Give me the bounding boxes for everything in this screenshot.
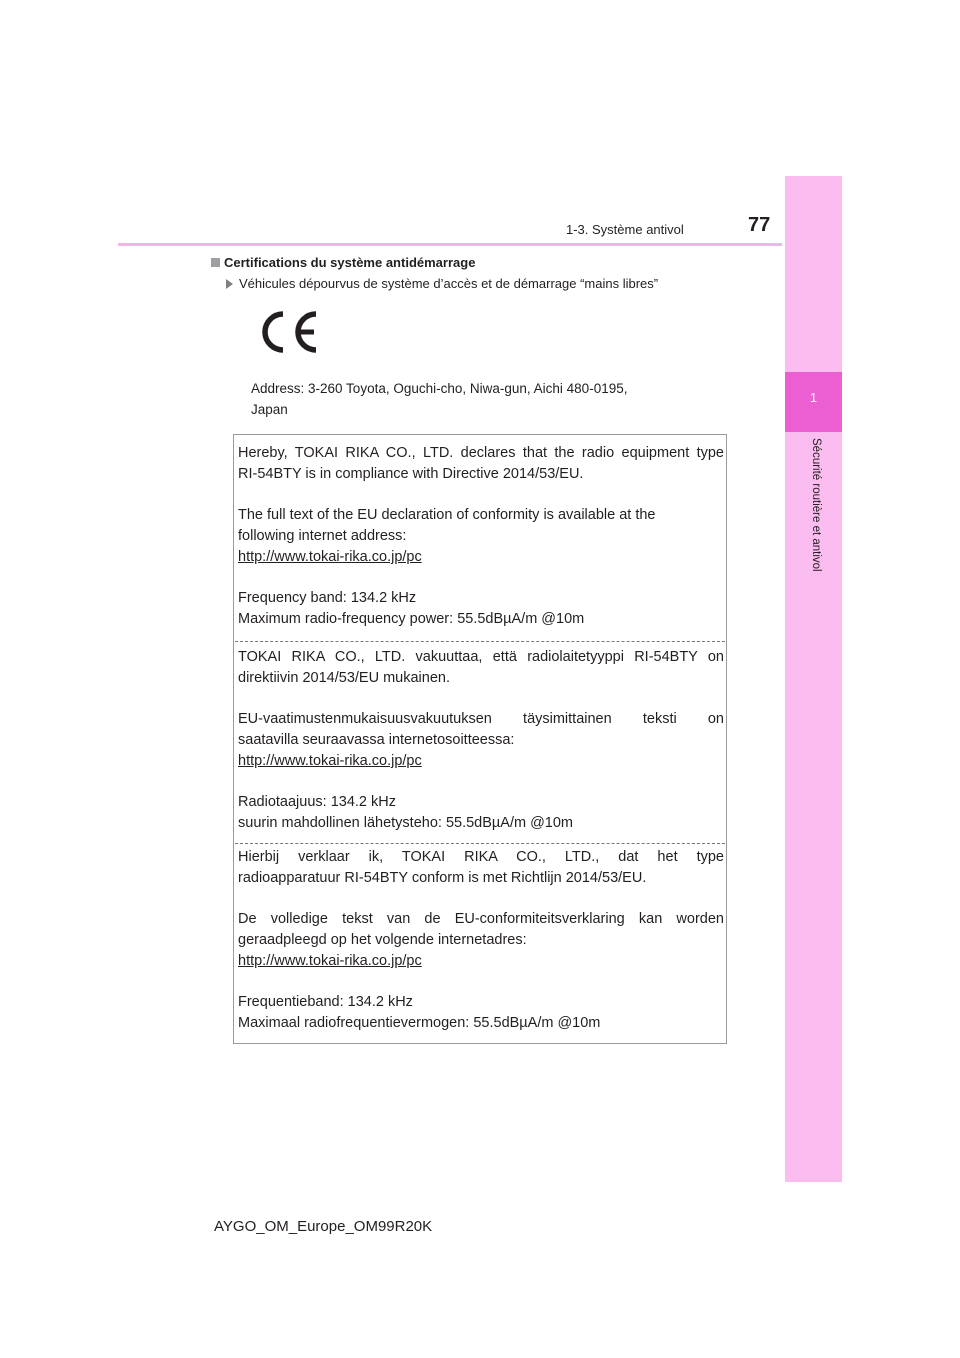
declaration-text: following internet address: — [238, 528, 407, 544]
max-power: Maximum radio-frequency power: 55.5dBµA/m @10m — [238, 611, 585, 627]
declaration-link[interactable]: http://www.tokai-rika.co.jp/pc — [238, 953, 422, 969]
section-heading — [211, 255, 475, 270]
manufacturer-address — [251, 378, 711, 420]
frequency-band: Frequentieband: 134.2 kHz — [238, 994, 413, 1010]
certification-box — [233, 434, 727, 1044]
header-rule — [118, 243, 782, 246]
side-tab-chapter-label: Sécurité routière et antivol — [810, 438, 822, 572]
subheading-text: Véhicules dépourvus de système d’accès et de démarrage “mains libres” — [239, 276, 659, 291]
declaration-text: Hierbij verklaar ik, TOKAI RIKA CO., LTD., dat het type — [238, 849, 724, 865]
declaration-text: De volledige tekst van de EU-conformiteitsverklaring kan worden — [238, 911, 724, 927]
document-code: AYGO_OM_Europe_OM99R20K — [214, 1218, 433, 1235]
declaration-link[interactable]: http://www.tokai-rika.co.jp/pc — [238, 549, 422, 565]
declaration-link[interactable]: http://www.tokai-rika.co.jp/pc — [238, 753, 422, 769]
max-power: suurin mahdollinen lähetysteho: 55.5dBµA/m @10m — [238, 815, 574, 831]
max-power: Maximaal radiofrequentievermogen: 55.5dBµA/m @10m — [238, 1015, 601, 1031]
section-title: 1-3. Système antivol — [566, 222, 684, 237]
declaration-english — [238, 443, 724, 630]
declaration-finnish — [238, 647, 724, 834]
triangle-bullet-icon — [226, 279, 233, 289]
declaration-text: Hereby, TOKAI RIKA CO., LTD. declares that the radio equipment type — [238, 445, 724, 461]
declaration-text: RI-54BTY is in compliance with Directive 2014/53/EU. — [238, 466, 584, 482]
section-heading-text: Certifications du système antidémarrage — [224, 255, 476, 270]
address-line: Address: 3-260 Toyota, Oguchi-cho, Niwa-gun, Aichi 480-0195, — [251, 381, 628, 396]
declaration-text: geraadpleegd op het volgende internetadres: — [238, 932, 527, 948]
declaration-text: The full text of the EU declaration of conformity is available at the — [238, 507, 656, 523]
page-number: 77 — [748, 214, 771, 236]
dashed-divider — [235, 843, 725, 844]
square-bullet-icon — [211, 258, 220, 267]
frequency-band: Radiotaajuus: 134.2 kHz — [238, 794, 396, 810]
declaration-dutch — [238, 847, 724, 1034]
declaration-text: direktiivin 2014/53/EU mukainen. — [238, 670, 450, 686]
subheading — [226, 276, 658, 291]
frequency-band: Frequency band: 134.2 kHz — [238, 590, 417, 606]
declaration-text: radioapparatuur RI-54BTY conform is met Richtlijn 2014/53/EU. — [238, 870, 647, 886]
declaration-text: TOKAI RIKA CO., LTD. vakuuttaa, että radiolaitetyyppi RI-54BTY on — [238, 649, 724, 665]
declaration-text: saatavilla seuraavassa internetosoitteessa: — [238, 732, 515, 748]
side-tab-chapter-number: 1 — [785, 372, 842, 432]
declaration-text: EU-vaatimustenmukaisuusvakuutuksen täysimittainen teksti on — [238, 711, 724, 727]
dashed-divider — [235, 641, 725, 642]
side-tab — [785, 176, 842, 1182]
address-line: Japan — [251, 402, 288, 417]
ce-mark-logo — [258, 308, 322, 361]
